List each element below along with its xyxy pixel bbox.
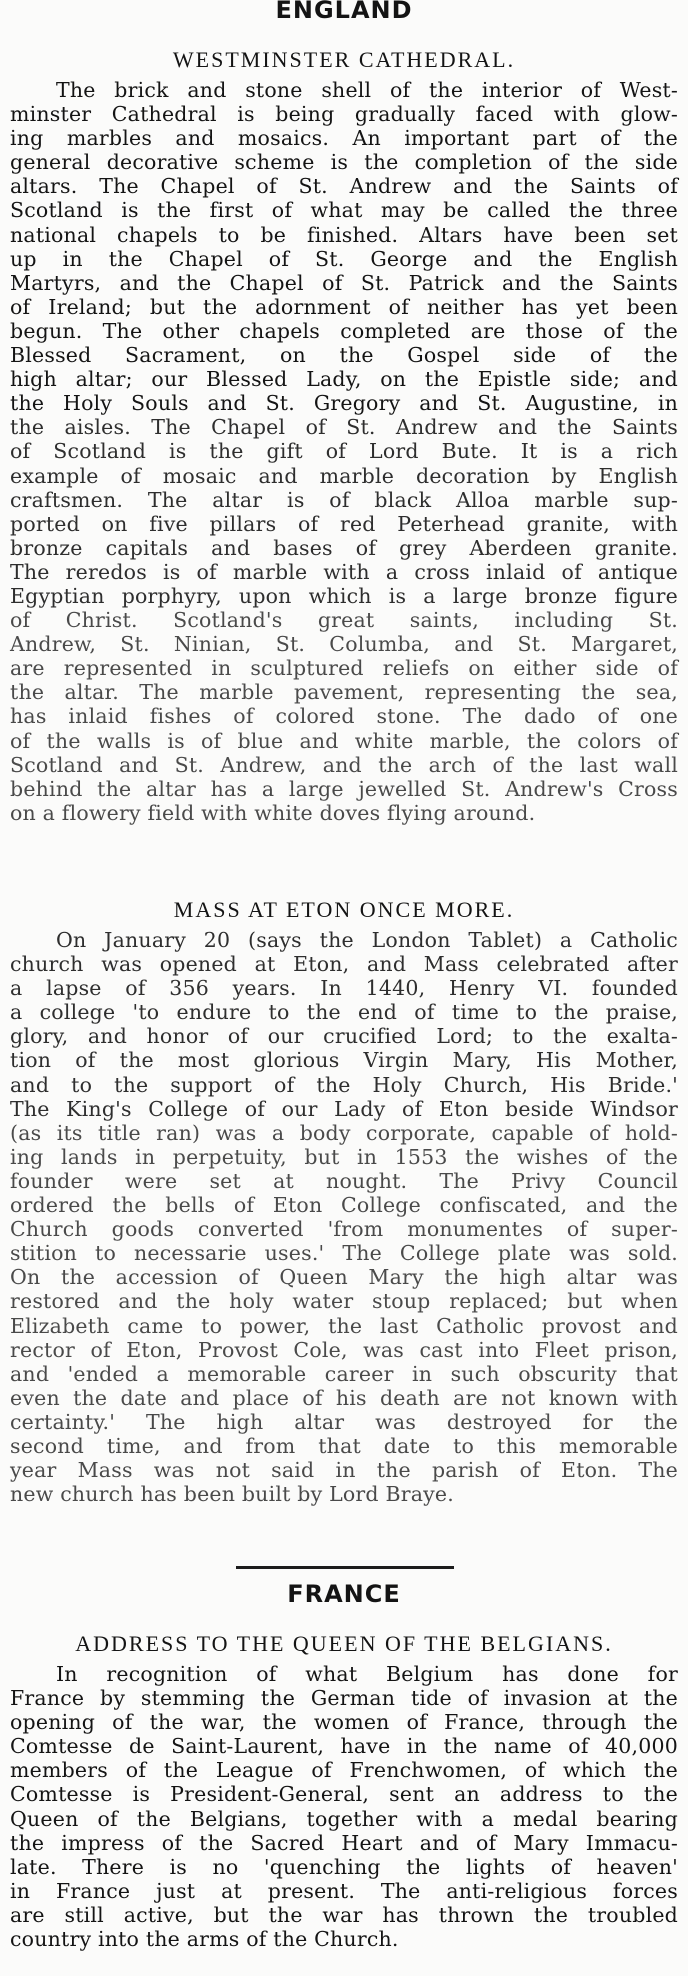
article-body-queen	[0, 1662, 688, 1951]
text-line: and 'ended a memorable career in such obscurity that	[10, 1361, 678, 1386]
text-line: are still active, but the war has thrown the troubled	[10, 1902, 678, 1927]
text-line: France by stemming the German tide of invasion at the	[10, 1686, 678, 1711]
article-title-westminster: WESTMINSTER CATHEDRAL.	[172, 47, 516, 72]
section-heading-england: ENGLAND	[275, 0, 413, 24]
text-line: Church goods converted 'from monumentes of super-	[10, 1217, 678, 1242]
text-line: of Christ. Scotland's great saints, including St.	[10, 608, 678, 633]
article-body-eton	[0, 928, 688, 1506]
text-line: certainty.' The high altar was destroyed for the	[10, 1409, 678, 1434]
text-line: tion of the most glorious Virgin Mary, His Mother,	[10, 1048, 678, 1073]
text-line: late. There is no 'quenching the lights of heaven'	[10, 1854, 678, 1879]
text-line: example of mosaic and marble decoration by English	[10, 463, 678, 488]
text-line: and to the support of the Holy Church, His Bride.'	[10, 1072, 678, 1097]
article-title-queen: ADDRESS TO THE QUEEN OF THE BELGIANS.	[75, 1631, 613, 1656]
text-line: rector of Eton, Provost Cole, was cast into Fleet prison,	[10, 1337, 678, 1362]
text-line: country into the arms of the Church.	[10, 1927, 399, 1952]
text-line: stition to necessarie uses.' The College plate was sold.	[10, 1241, 678, 1266]
text-line: a lapse of 356 years. In 1440, Henry VI. founded	[10, 976, 678, 1001]
article-body-westminster	[0, 78, 688, 825]
text-line: general decorative scheme is the completion of the side	[10, 150, 678, 175]
text-line: The reredos is of marble with a cross inlaid of antique	[10, 559, 678, 584]
text-line: ordered the bells of Eton College confiscated, and the	[10, 1193, 678, 1218]
text-line: national chapels to be finished. Altars have been set	[10, 222, 678, 247]
text-line: In recognition of what Belgium has done for	[56, 1662, 678, 1686]
text-line: high altar; our Blessed Lady, on the Epistle side; and	[10, 367, 678, 392]
text-line: has inlaid fishes of colored stone. The dado of one	[10, 704, 678, 729]
text-line: On the accession of Queen Mary the high altar was	[10, 1265, 678, 1290]
text-line: church was opened at Eton, and Mass celebrated after	[10, 952, 678, 977]
text-line: Blessed Sacrament, on the Gospel side of the	[10, 343, 678, 368]
text-line: restored and the holy water stoup replaced; but when	[10, 1289, 678, 1314]
text-line: altars. The Chapel of St. Andrew and the Saints of	[10, 174, 678, 199]
text-line: The brick and stone shell of the interior of West-	[56, 78, 678, 102]
text-line: the impress of the Sacred Heart and of Mary Immacu-	[10, 1830, 678, 1855]
text-line: Egyptian porphyry, upon which is a large bronze figure	[10, 583, 678, 608]
text-line: the aisles. The Chapel of St. Andrew and the Saints	[10, 415, 678, 440]
text-line: Comtesse de Saint-Laurent, have in the name of 40,000	[10, 1734, 678, 1759]
text-line: (as its title ran) was a body corporate, capable of hold-	[10, 1120, 678, 1145]
text-line: The King's College of our Lady of Eton beside Windsor	[10, 1096, 678, 1121]
text-line: year Mass was not said in the parish of Eton. The	[10, 1458, 678, 1483]
text-line: ing lands in perpetuity, but in 1553 the wishes of the	[10, 1144, 678, 1169]
text-line: of the walls is of blue and white marble, the colors of	[10, 728, 678, 753]
text-line: of Scotland is the gift of Lord Bute. It is a rich	[10, 439, 678, 464]
text-line: Comtesse is President-General, sent an address to the	[10, 1782, 678, 1807]
text-line: On January 20 (says the London Tablet) a Catholic	[56, 928, 678, 952]
text-line: a college 'to endure to the end of time to the praise,	[10, 1000, 678, 1025]
text-line: craftsmen. The altar is of black Alloa marble sup-	[10, 487, 678, 512]
text-line: the altar. The marble pavement, representing the sea,	[10, 680, 678, 705]
text-line: begun. The other chapels completed are those of the	[10, 318, 678, 343]
text-line: are represented in sculptured reliefs on either side of	[10, 656, 678, 681]
text-line: of Ireland; but the adornment of neither has yet been	[10, 294, 678, 319]
section-divider-rule	[236, 1566, 454, 1569]
text-line: in France just at present. The anti-religious forces	[10, 1878, 678, 1903]
text-line: founder were set at nought. The Privy Council	[10, 1168, 678, 1193]
text-line: new church has been built by Lord Braye.	[10, 1482, 454, 1507]
text-line: even the date and place of his death are not known with	[10, 1385, 678, 1410]
text-line: Scotland and St. Andrew, and the arch of the last wall	[10, 752, 678, 777]
text-line: opening of the war, the women of France, through the	[10, 1710, 678, 1735]
text-line: ported on five pillars of red Peterhead granite, with	[10, 511, 678, 536]
text-line: up in the Chapel of St. George and the English	[10, 246, 678, 271]
text-line: Queen of the Belgians, together with a medal bearing	[10, 1806, 678, 1831]
text-line: the Holy Souls and St. Gregory and St. Augustine, in	[10, 391, 678, 416]
text-line: Andrew, St. Ninian, St. Columba, and St. Margaret,	[10, 632, 678, 657]
text-line: ing marbles and mosaics. An important part of the	[10, 126, 678, 151]
text-line: glory, and honor of our crucified Lord; to the exalta-	[10, 1024, 678, 1049]
text-line: second time, and from that date to this memorable	[10, 1433, 678, 1458]
text-line: Scotland is the first of what may be called the three	[10, 198, 678, 223]
article-title-eton: MASS AT ETON ONCE MORE.	[173, 897, 515, 922]
text-line: on a flowery field with white doves flying around.	[10, 800, 536, 825]
text-line: bronze capitals and bases of grey Aberdeen granite.	[10, 535, 678, 560]
text-line: members of the League of Frenchwomen, of which the	[10, 1758, 678, 1783]
text-line: Elizabeth came to power, the last Catholic provost and	[10, 1313, 678, 1338]
text-line: behind the altar has a large jewelled St. Andrew's Cross	[10, 776, 678, 801]
text-line: Martyrs, and the Chapel of St. Patrick and the Saints	[10, 270, 678, 295]
section-heading-france: FRANCE	[287, 1580, 401, 1608]
text-line: minster Cathedral is being gradually faced with glow-	[10, 102, 678, 127]
